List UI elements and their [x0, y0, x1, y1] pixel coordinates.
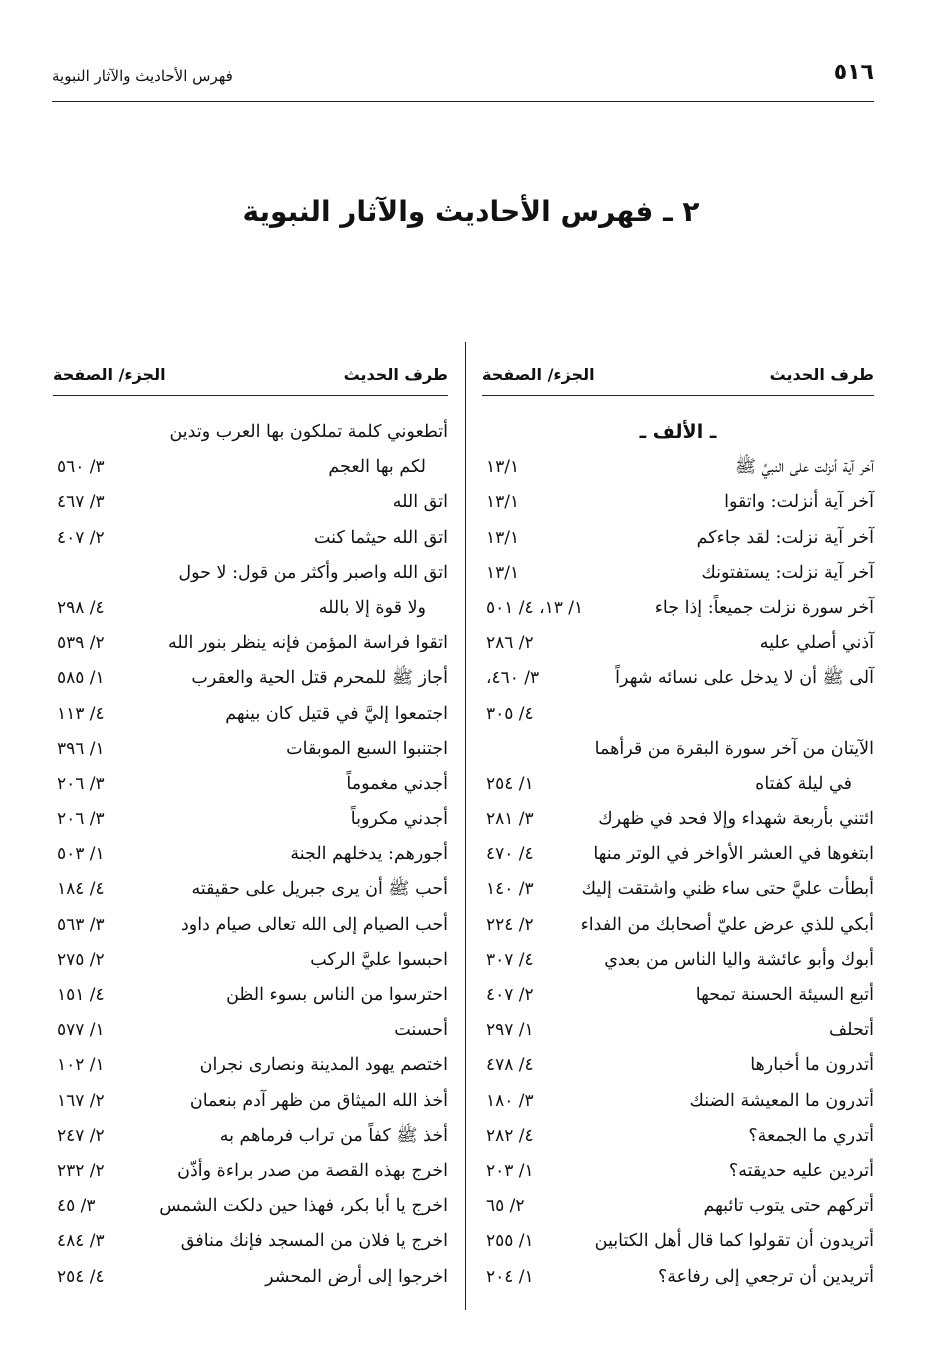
- index-entry: [53, 556, 448, 591]
- index-entry: [482, 521, 874, 556]
- entry-term: اخرج يا أبا بكر، فهذا حين دلكت الشمس: [159, 1196, 448, 1217]
- entry-term: أتطعوني كلمة تملكون بها العرب وتدين: [169, 422, 448, 442]
- entry-ref: ١/ ٢٠٤: [486, 1266, 534, 1287]
- entry-ref: ٤/ ٣٠٧: [486, 949, 534, 970]
- entry-term: لكم بها العجم: [328, 457, 426, 478]
- entry-ref: ٢/ ٢٢٤: [486, 914, 534, 935]
- entry-ref: ٢/ ٢٨٦: [486, 633, 534, 654]
- entry-term: اجتنبوا السبع الموبقات: [286, 738, 448, 759]
- entry-ref: ١/ ٣٩٦: [57, 738, 105, 759]
- entry-ref: ٣/ ١٤٠: [486, 879, 534, 900]
- entry-ref: ٣/ ٥٦٣: [57, 914, 105, 935]
- entry-ref: ١/ ٥٠٣: [57, 844, 105, 865]
- entry-ref: ٣/ ٤٨٤: [57, 1231, 105, 1252]
- column-header-ref: الجزء/ الصفحة: [482, 365, 595, 384]
- entry-ref: ٤/ ٤٧٠: [486, 844, 534, 865]
- index-entry: [53, 697, 448, 732]
- index-rows: [482, 415, 874, 1295]
- index-entry: [482, 556, 874, 591]
- entry-ref: ٢/ ٢٣٢: [57, 1160, 105, 1181]
- index-entry: [53, 1048, 448, 1083]
- column-header-ref: الجزء/ الصفحة: [53, 365, 166, 384]
- index-entry: [53, 1013, 448, 1048]
- column-header: [482, 355, 874, 396]
- entry-term: ـ الألف ـ: [639, 421, 717, 443]
- entry-term: أحب الصيام إلى الله تعالى صيام داود: [181, 914, 448, 935]
- index-entry: [482, 1084, 874, 1119]
- index-entry: [482, 943, 874, 978]
- entry-ref: ١٣/١: [486, 457, 520, 478]
- entry-term: أتدرون ما أخبارها: [750, 1055, 874, 1076]
- index-entry: [53, 732, 448, 767]
- entry-term: اخرجوا إلى أرض المحشر: [265, 1266, 448, 1287]
- entry-term: ولا قوة إلا بالله: [318, 597, 426, 618]
- entry-term: اجتمعوا إليَّ في قتيل كان بينهم: [225, 703, 448, 724]
- entry-ref: ٤/ ٢٥٤: [57, 1266, 105, 1287]
- column-header-term: طرف الحديث: [769, 365, 874, 384]
- entry-ref: ٤/ ٢٩٨: [57, 597, 105, 618]
- entry-term: أجدني مكروباً: [350, 809, 448, 830]
- entry-term: أحسنت: [394, 1020, 448, 1041]
- index-entry: [53, 943, 448, 978]
- index-entry: [53, 415, 448, 450]
- index-entry: [482, 1224, 874, 1259]
- entry-term: أخذ الله الميثاق من ظهر آدم بنعمان: [189, 1090, 448, 1111]
- entry-term: آذني أصلي عليه: [759, 633, 874, 654]
- entry-ref: ٣/ ٤٥: [57, 1196, 96, 1217]
- entry-term: أجدني مغموماً: [346, 773, 448, 794]
- entry-term: أتريدين أن ترجعي إلى رفاعة؟: [657, 1266, 874, 1287]
- entry-ref: ١/ ١٠٢: [57, 1055, 105, 1076]
- index-entry: [482, 485, 874, 520]
- entry-ref: ٢/ ٢٧٥: [57, 949, 105, 970]
- entry-ref: ٢/ ٢٤٧: [57, 1125, 105, 1146]
- index-entry: [53, 450, 448, 485]
- entry-ref: ١٣/١: [486, 562, 520, 583]
- index-entry: [482, 697, 874, 732]
- entry-term: اتق الله واصبر وأكثر من قول: لا حول: [178, 562, 448, 583]
- index-entry: [482, 661, 874, 696]
- index-entry: [53, 485, 448, 520]
- index-entry: [53, 802, 448, 837]
- entry-term: آخر آية أنزلت على النبيِّ ﷺ: [734, 457, 874, 478]
- entry-term: أتردين عليه حديقته؟: [728, 1160, 874, 1181]
- index-entry: [482, 1119, 874, 1154]
- entry-term: أتدري ما الجمعة؟: [748, 1125, 874, 1146]
- entry-ref: ٣/ ٤٦٧: [57, 492, 105, 513]
- entry-ref: ٤/ ١١٣: [57, 703, 105, 724]
- index-rows: [53, 415, 448, 1295]
- entry-term: أتريدون أن تقولوا كما قال أهل الكتابين: [594, 1231, 874, 1252]
- entry-ref: ٤/ ٣٠٥: [486, 703, 534, 724]
- entry-term: آخر آية نزلت: يستفتونك: [701, 562, 874, 583]
- entry-ref: ٢/ ٦٥: [486, 1196, 525, 1217]
- index-entry: [53, 591, 448, 626]
- index-entry: [482, 1154, 874, 1189]
- index-entry: [53, 1084, 448, 1119]
- entry-ref: ٣/ ٢٨١: [486, 809, 534, 830]
- entry-ref: ٤/ ١٥١: [57, 985, 105, 1005]
- index-entry: [482, 908, 874, 943]
- index-entry: [53, 872, 448, 907]
- index-entry: [53, 767, 448, 802]
- index-entry: [53, 908, 448, 943]
- entry-term: في ليلة كفتاه: [755, 773, 852, 794]
- entry-term: أتبع السيئة الحسنة تمحها: [695, 985, 874, 1005]
- index-entry: [53, 1119, 448, 1154]
- entry-ref: ١/ ٢٠٣: [486, 1160, 534, 1181]
- entry-term: أبطأت عليَّ حتى ساء ظني واشتقت إليك: [581, 879, 874, 900]
- index-entry: [53, 1260, 448, 1295]
- entry-ref: ١/ ٢٥٥: [486, 1231, 534, 1252]
- entry-term: اخرج يا فلان من المسجد فإنك منافق: [180, 1231, 448, 1252]
- entry-term: اخرج بهذه القصة من صدر براءة وأذّن: [177, 1160, 448, 1181]
- letter-heading: [482, 415, 874, 450]
- column-divider: [465, 342, 466, 1310]
- entry-ref: ١/ ٥٧٧: [57, 1020, 105, 1041]
- index-entry: [53, 837, 448, 872]
- entry-term: اتق الله حيثما كنت: [313, 527, 448, 548]
- entry-term: احترسوا من الناس بسوء الظن: [226, 985, 448, 1005]
- index-entry: [53, 626, 448, 661]
- index-entry: [482, 802, 874, 837]
- index-entry: [482, 1189, 874, 1224]
- entry-term: اتق الله: [392, 492, 448, 513]
- index-entry: [482, 626, 874, 661]
- index-column-left: [53, 355, 448, 1295]
- index-entry: [482, 732, 874, 767]
- entry-ref: ١/ ١٣، ٤/ ٥٠١: [486, 597, 584, 618]
- entry-ref: ٢/ ٤٠٧: [57, 527, 105, 548]
- entry-ref: ٣/ ١٨٠: [486, 1090, 534, 1111]
- entry-ref: ٢/ ٥٣٩: [57, 633, 105, 654]
- index-entry: [482, 978, 874, 1013]
- running-head: [52, 58, 874, 94]
- index-entry: [482, 450, 874, 485]
- section-title: ٢ ـ فهرس الأحاديث والآثار النبوية: [242, 195, 700, 228]
- entry-term: الآيتان من آخر سورة البقرة من قرأهما: [594, 738, 874, 759]
- entry-ref: ٣/ ٢٠٦: [57, 809, 105, 830]
- running-title: فهرس الأحاديث والآثار النبوية: [52, 67, 233, 85]
- entry-ref: ٤/ ١٨٤: [57, 879, 105, 900]
- index-entry: [482, 837, 874, 872]
- entry-term: أتركهم حتى يتوب تائبهم: [703, 1196, 874, 1217]
- index-entry: [482, 872, 874, 907]
- entry-ref: ٣/ ٥٦٠: [57, 457, 105, 478]
- index-entry: [482, 591, 874, 626]
- header-rule: [52, 101, 874, 102]
- entry-term: آخر آية أنزلت: واتقوا: [724, 492, 874, 513]
- index-entry: [53, 1224, 448, 1259]
- entry-term: اتقوا فراسة المؤمن فإنه ينظر بنور الله: [168, 633, 448, 654]
- entry-ref: ١٣/١: [486, 527, 520, 548]
- entry-term: ائتني بأربعة شهداء وإلا فحد في ظهرك: [598, 809, 874, 830]
- entry-ref: ١٣/١: [486, 492, 520, 513]
- index-entry: [53, 521, 448, 556]
- index-entry: [482, 1048, 874, 1083]
- entry-ref: ٢/ ١٦٧: [57, 1090, 105, 1111]
- index-entry: [53, 1154, 448, 1189]
- entry-ref: ١/ ٢٩٧: [486, 1020, 534, 1041]
- entry-term: ابتغوها في العشر الأواخر في الوتر منها: [593, 844, 874, 865]
- page-number: ٥١٦: [833, 60, 874, 85]
- entry-term: أبكي للذي عرض عليّ أصحابك من الفداء: [580, 914, 874, 935]
- entry-term: أتحلف: [829, 1020, 874, 1041]
- entry-term: آخر آية نزلت: لقد جاءكم: [696, 527, 874, 548]
- entry-term: آلى ﷺ أن لا يدخل على نسائه شهراً: [615, 668, 874, 689]
- column-header: [53, 355, 448, 396]
- entry-ref: ١/ ٥٨٥: [57, 668, 105, 689]
- column-header-term: طرف الحديث: [343, 365, 448, 384]
- entry-term: اختصم يهود المدينة ونصارى نجران: [199, 1055, 448, 1076]
- entry-ref: ١/ ٢٥٤: [486, 773, 534, 794]
- index-entry: [53, 1189, 448, 1224]
- entry-term: أحب ﷺ أن يرى جبريل على حقيقته: [191, 879, 448, 900]
- entry-term: احبسوا عليَّ الركب: [310, 949, 448, 970]
- entry-ref: ٢/ ٤٠٧: [486, 985, 534, 1005]
- entry-term: أبوك وأبو عائشة واليا الناس من بعدي: [604, 949, 874, 970]
- index-entry: [53, 978, 448, 1013]
- entry-term: أتدرون ما المعيشة الضنك: [689, 1090, 874, 1111]
- entry-ref: ٣/ ٢٠٦: [57, 773, 105, 794]
- index-entry: [482, 1260, 874, 1295]
- entry-term: آخر سورة نزلت جميعاً: إذا جاء: [654, 597, 874, 618]
- entry-term: أجورهم: يدخلهم الجنة: [290, 844, 448, 865]
- entry-ref: ٤/ ٢٨٢: [486, 1125, 534, 1146]
- entry-term: أخذ ﷺ كفاً من تراب فرماهم به: [219, 1125, 448, 1146]
- index-entry: [482, 1013, 874, 1048]
- entry-term: أجاز ﷺ للمحرم قتل الحية والعقرب: [191, 668, 448, 689]
- entry-ref: ٤/ ٤٧٨: [486, 1055, 534, 1076]
- entry-ref: ٣/ ٤٦٠،: [486, 668, 540, 689]
- index-entry: [53, 661, 448, 696]
- index-entry: [482, 767, 874, 802]
- index-column-right: [482, 355, 874, 1295]
